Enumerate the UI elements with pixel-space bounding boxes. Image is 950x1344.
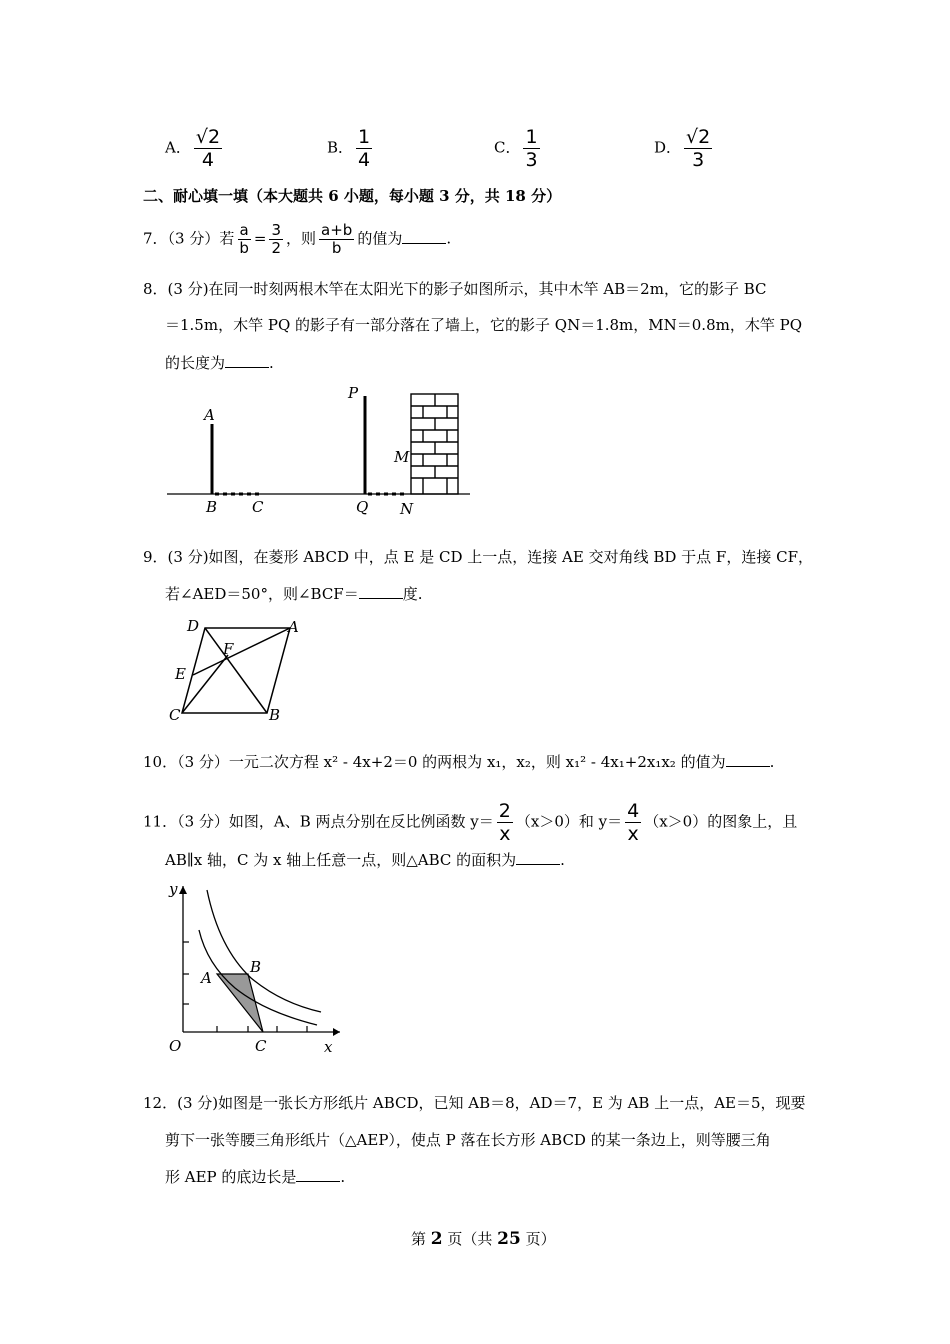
segment-ae [193,628,290,675]
y-axis-arrow [179,886,187,894]
q12-line2: 剪下一张等腰三角形纸片（△AEP），使点 P 落在长方形 ABCD 的某一条边上，则等腰三角 [165,1131,771,1149]
label-x: x [324,1038,333,1056]
brick-wall [411,394,458,494]
q7-frac2-num: 3 [271,221,282,239]
q12-line1: 12．(3 分)如图是一张长方形纸片 ABCD，已知 AB＝8，AD＝7，E 为 AB 上一点，AE＝5，现要 [143,1094,806,1112]
option-c [494,126,543,171]
q9-end: 度. [402,585,423,603]
option-c-num: 1 [525,126,538,148]
label-c: C [169,706,181,724]
q8-end: . [269,354,274,372]
label-o: O [169,1037,182,1055]
q7-pre: 7．（3 分）若 [143,229,235,248]
q12-line3-text: 形 AEP 的底边长是 [165,1168,297,1186]
q8-figure [160,378,480,523]
q12-line3 [165,1167,345,1187]
q12-end: . [340,1168,346,1186]
label-b: B [250,958,262,976]
q11-figure [165,878,345,1056]
q8-line3 [165,353,274,373]
label-e: E [175,665,186,683]
q8-line2: ＝1.5m，木竿 PQ 的影子有一部分落在了墙上，它的影子 QN＝1.8m，MN＝0.8m，木竿 PQ [165,316,802,334]
q12-answer-blank[interactable] [296,1167,340,1182]
curve-y4x [207,890,321,1012]
q11-post: （x＞0）的图象上，且 [644,812,798,831]
q7-frac3-den: b [331,239,342,257]
option-d-label: D． [654,138,682,157]
q10-answer-blank[interactable] [726,752,770,767]
section2-title: 二、耐心填一填（本大题共 6 小题，每小题 3 分，共 18 分） [143,187,562,205]
q7-end: . [446,229,452,248]
footer-mid: 页（共 [442,1230,498,1248]
q11-frac2-den: x [627,823,639,845]
q11-frac1-den: x [499,823,511,845]
q10 [143,752,774,772]
q7-frac1-num: a [239,221,249,239]
option-a-num: √2 [195,126,221,148]
q9-line1: 9．(3 分)如图，在菱形 ABCD 中，点 E 是 CD 上一点，连接 AE 交对角线 BD 于点 F，连接 CF， [143,548,813,566]
q9-line2-text: 若∠AED＝50°，则∠BCF＝ [165,585,359,603]
footer-post: 页） [520,1230,556,1248]
label-a: A [288,618,299,636]
x-axis-arrow [333,1028,340,1036]
q11-line2 [165,850,565,870]
label-f: F [223,640,234,658]
q11-frac1-num: 2 [498,800,511,822]
q10-end: . [769,753,775,771]
q8-line3-text: 的长度为 [165,354,226,372]
diagonal-bd [205,628,267,713]
label-a: A [201,969,212,987]
q11-end: . [560,851,565,869]
footer-page-number: 2 [430,1229,443,1249]
q10-text: 10．（3 分）一元二次方程 x² - 4x+2＝0 的两根为 x₁，x₂，则 x₁² - 4x₁+2x₁x₂ 的值为 [143,753,726,771]
label-a: A [204,406,215,424]
option-b-den: 4 [358,149,371,171]
q7-frac3-num: a+b [321,221,353,239]
option-b-num: 1 [358,126,371,148]
label-m: M [394,448,410,466]
option-b-label: B． [327,138,354,157]
option-c-den: 3 [525,149,538,171]
q7-frac1-den: b [239,239,249,257]
option-d [654,126,715,171]
option-d-den: 3 [692,149,705,171]
q7-post: 的值为 [357,229,403,248]
page-footer [411,1229,556,1249]
q11-mid: （x＞0）和 y＝ [515,812,623,831]
label-c: C [252,498,264,516]
label-y: y [169,880,178,898]
label-n: N [400,500,414,518]
option-d-num: √2 [686,126,711,148]
label-b: B [206,498,218,516]
label-p: P [348,384,359,402]
label-c: C [255,1037,267,1055]
label-q: Q [356,498,369,516]
q7-answer-blank[interactable] [402,229,446,244]
q7-mid: ，则 [286,229,317,248]
option-a-den: 4 [201,149,214,171]
label-d: D [187,617,200,635]
footer-total-pages: 25 [497,1229,521,1249]
segment-cf [182,655,228,713]
option-a [165,126,225,171]
q7-frac2-den: 2 [271,239,282,257]
q11-answer-blank[interactable] [516,850,560,865]
q11-pre: 11．（3 分）如图，A、B 两点分别在反比例函数 y＝ [143,812,494,831]
q7 [143,222,451,257]
q11-line1 [143,800,797,845]
option-a-label: A． [165,138,191,157]
q9-line2 [165,584,423,604]
label-b: B [269,706,281,724]
q9-figure [165,612,310,727]
q11-frac2-num: 4 [627,800,640,822]
option-c-label: C． [494,138,521,157]
q7-eq: = [253,229,267,248]
q8-line1: 8．(3 分)在同一时刻两根木竿在太阳光下的影子如图所示，其中木竿 AB＝2m，它的影子 BC [143,280,767,298]
footer-pre: 第 [411,1230,431,1248]
q8-answer-blank[interactable] [225,353,269,368]
option-b [327,126,375,171]
q11-line2-text: AB∥x 轴，C 为 x 轴上任意一点，则△ABC 的面积为 [165,851,517,869]
q9-answer-blank[interactable] [359,584,403,599]
